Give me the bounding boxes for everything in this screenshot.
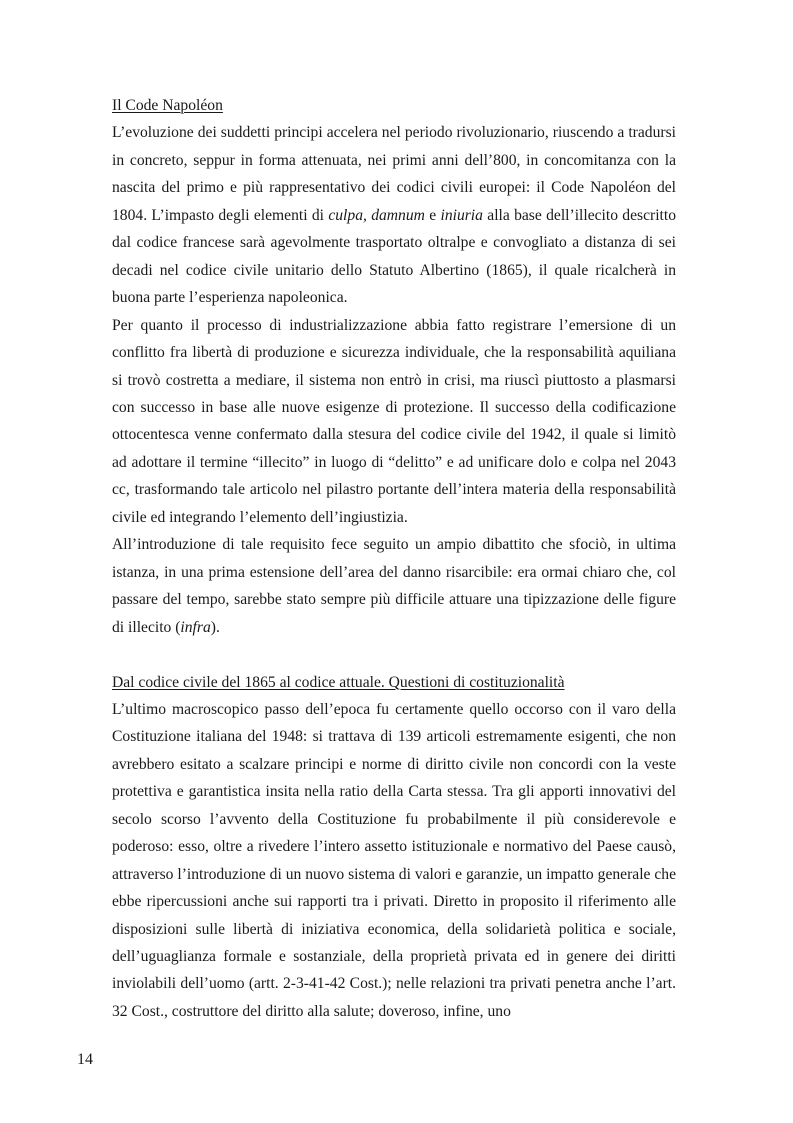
paragraph-costituzione: L’ultimo macroscopico passo dell’epoca fu certamente quello occorso con il varo della Costituzione italiana del 1948: si trattava di 139 articoli estremamente esigenti, che non avrebbero esitato a scalzare principi e norme di diritto civile non concordi con la veste protettiva e garantistica insita nella ratio della Carta stessa. Tra gli apporti innovativi del secolo scorso l’avvento della Costituzione fu probabilmente il più considerevole e poderoso: esso, oltre a rivedere l’intero assetto istituzionale e normativo del Paese causò, attraverso l’introduzione di un nuovo sistema di valori e garanzie, un impatto generale che ebbe ripercussioni anche sui rapporti tra i privati. Diretto in proposito il riferimento alle disposizioni sulle libertà di iniziativa economica, della solidarietà politica e sociale, dell’uguaglianza formale e sostanziale, della proprietà privata ed in genere dei diritti inviolabili dell’uomo (artt. 2-3-41-42 Cost.); nelle relazioni tra privati penetra anche l’art. 32 Cost., costruttore del diritto alla salute; doveroso, infine, uno (112, 700, 676, 1020)
paragraph-industrializzazione: Per quanto il processo di industrializzazione abbia fatto registrare l’emersione di un conflitto fra libertà di produzione e sicurezza individuale, che la responsabilità aquiliana si trovò costretta a mediare, il sistema non entrò in crisi, ma riuscì piuttosto a plasmarsi con successo in base alle nuove esigenze di protezione. Il successo della codificazione ottocentesca venne confermato dalla stesura del codice civile del 1942, il quale si limitò ad adottare il termine “illecito” in luogo di “delitto” e ad unificare dolo e colpa nel 2043 cc, trasformando tale articolo nel pilastro portante dell’intera materia della responsabilità civile ed integrando l’elemento dell’ingiustizia. (112, 316, 676, 526)
section-spacer (112, 641, 676, 668)
page-number: 14 (77, 1051, 93, 1068)
document-body (112, 92, 676, 1025)
section-heading-code-napoleon: Il Code Napoléon (112, 97, 223, 114)
paragraph-evoluzione: L’evoluzione dei suddetti principi accelera nel periodo rivoluzionario, riuscendo a tradursi in concreto, seppur in forma attenuata, nei primi anni dell’800, in concomitanza con la nascita del primo e più rappresentativo dei codici civili europei: il Code Napoléon del 1804. L’impasto degli elementi di culpa, damnum e iniuria alla base dell’illecito descritto dal codice francese sarà agevolmente trasportato oltralpe e convogliato a distanza di sei decadi nel codice civile unitario dello Statuto Albertino (1865), il quale ricalcherà in buona parte l’esperienza napoleonica. (112, 124, 677, 307)
paragraph-introduzione-requisito: All’introduzione di tale requisito fece seguito un ampio dibattito che sfociò, in ultima istanza, in una prima estensione dell’area del danno risarcibile: era ormai chiaro che, col passare del tempo, sarebbe stato sempre più difficile attuare una tipizzazione delle figure di illecito (infra). (112, 536, 676, 636)
section-heading-codice-civile: Dal codice civile del 1865 al codice attuale. Questioni di costituzionalità (112, 673, 565, 691)
